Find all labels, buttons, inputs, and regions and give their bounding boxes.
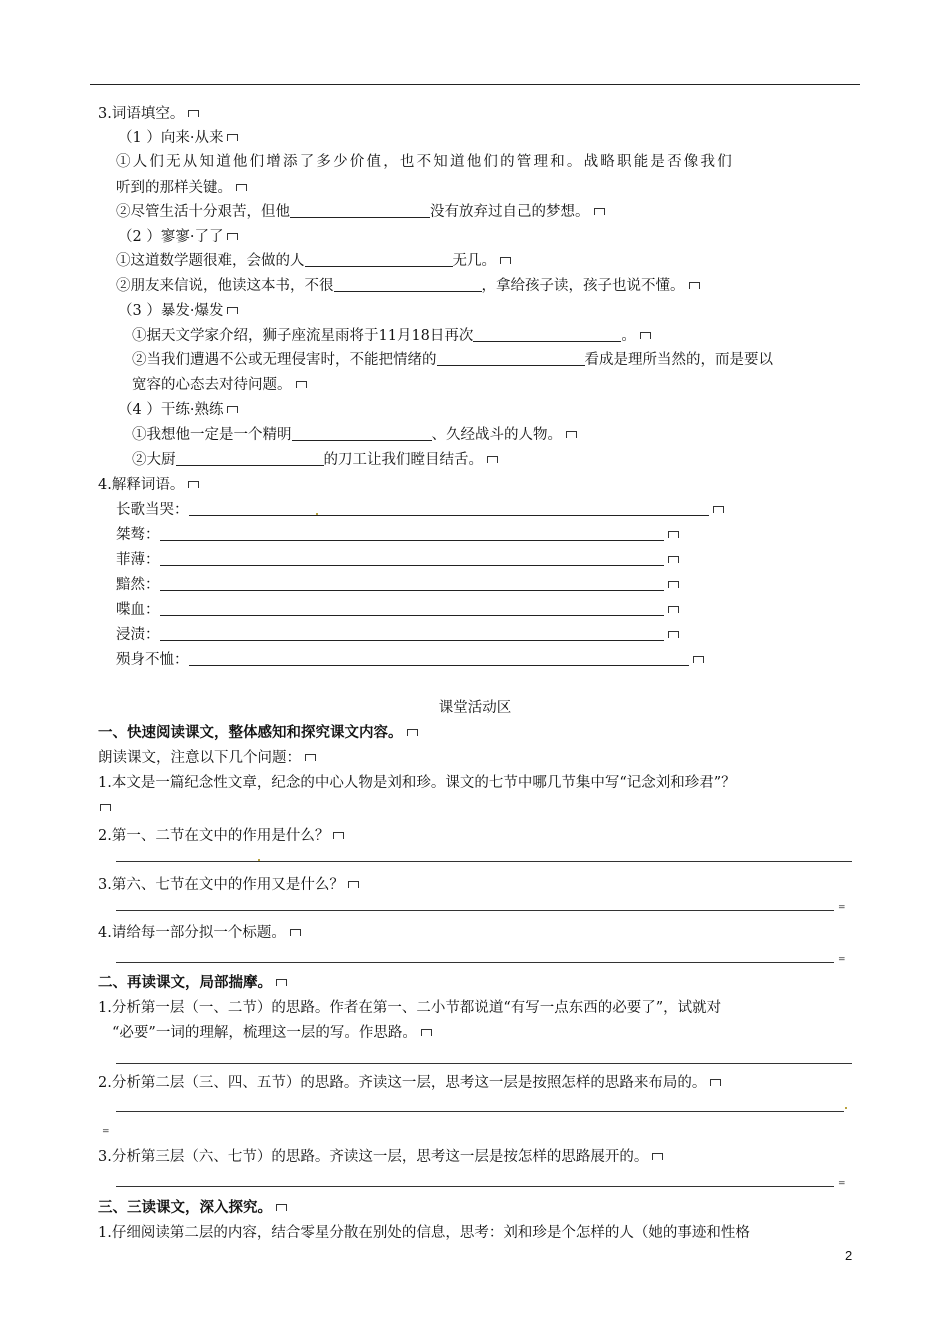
header-rule: [90, 84, 860, 85]
line-end-mark: =: [838, 1179, 846, 1189]
paragraph-mark-icon: [668, 631, 679, 638]
line-end-mark: =: [838, 955, 846, 965]
paragraph-mark-icon: [227, 307, 238, 314]
paragraph-mark-icon: [668, 556, 679, 563]
answer-blank[interactable]: [290, 203, 430, 218]
line-end-mark: =: [102, 1127, 110, 1137]
part1-question-1: 1.本文是一篇纪念性文章，纪念的中心人物是刘和珍。课文的七节中哪几节集中写“记念刘和珍君”？: [98, 775, 736, 791]
stray-dot: [316, 513, 318, 515]
stray-dot: [845, 1107, 847, 1109]
paragraph-mark-icon: [594, 208, 605, 215]
answer-line[interactable]: [116, 962, 834, 963]
paragraph-mark-icon: [236, 184, 247, 191]
paragraph-mark-icon: [689, 282, 700, 289]
q3-group4-sentence2: ②大厨 的刀工让我们瞠目结舌。: [132, 450, 498, 470]
q3-group1-sentence2: ②尽管生活十分艰苦，但他 没有放弃过自己的梦想。: [116, 202, 605, 222]
paragraph-mark-icon: [421, 1029, 432, 1036]
answer-blank[interactable]: [160, 551, 664, 566]
answer-line[interactable]: [116, 1186, 834, 1187]
paragraph-mark-icon: [668, 581, 679, 588]
q4-term: 黯然：: [116, 575, 679, 595]
paragraph-mark-icon: [668, 531, 679, 538]
paragraph-mark-icon: [276, 979, 287, 986]
answer-blank[interactable]: [189, 501, 709, 516]
part1-question-2: 2.第一、二节在文中的作用是什么？: [98, 826, 344, 846]
part2-question-1-cont: “必要”一词的理解，梳理这一层的写。作思路。: [112, 1023, 432, 1043]
q4-term: 长歌当哭：: [116, 500, 724, 520]
answer-blank[interactable]: [305, 252, 453, 267]
answer-blank[interactable]: [160, 576, 664, 591]
q4-term: 桀骜：: [116, 525, 679, 545]
part2-question-3: 3.分析第三层（六、七节）的思路。齐读这一层，思考这一层是按怎样的思路展开的。: [98, 1147, 663, 1167]
answer-line[interactable]: [116, 1111, 844, 1112]
paragraph-mark-icon: [640, 332, 651, 339]
q4-term: 殒身不恤：: [116, 650, 704, 670]
page-number: 2: [845, 1248, 853, 1263]
answer-blank[interactable]: [292, 426, 432, 441]
answer-blank[interactable]: [437, 351, 585, 366]
q3-group1-sentence1: ①人们无从知道他们增添了多少价值，也不知道他们的管理和。战略职能是否像我们: [116, 154, 734, 170]
paragraph-mark-icon: [713, 506, 724, 513]
paragraph-mark-icon: [668, 606, 679, 613]
q3-group3-label: （3 ）暴发·爆发: [118, 301, 238, 321]
q3-group3-sentence2: ②当我们遭遇不公或无理侵害时，不能把情绪的 看成是理所当然的，而是要以: [132, 352, 773, 368]
answer-line[interactable]: [116, 910, 834, 911]
answer-line[interactable]: [116, 1063, 852, 1064]
q3-group3-sentence1: ①据天文学家介绍，狮子座流星雨将于11月18日再次 。: [132, 326, 651, 346]
paragraph-mark-icon: [276, 1204, 287, 1211]
answer-blank[interactable]: [160, 601, 664, 616]
part2-question-1: 1.分析第一层（一、二节）的思路。作者在第一、二小节都说道“有写一点东西的必要了”，试就对: [98, 1000, 722, 1016]
q3-group4-sentence1: ①我想他一定是一个精明 、久经战斗的人物。: [132, 425, 577, 445]
q3-group1-label: （1 ）向来·从来: [118, 128, 238, 148]
part1-question-3: 3.第六、七节在文中的作用又是什么？: [98, 875, 359, 895]
paragraph-mark-icon: [348, 881, 359, 888]
q3-group3-sentence2-cont: 宽容的心态去对待问题。: [132, 375, 307, 395]
line-end-mark: =: [838, 903, 846, 913]
q4-title: 4.解释词语。: [98, 475, 199, 495]
paragraph-mark-icon: [710, 1079, 721, 1086]
part3-heading: 三、三读课文，深入探究。: [98, 1198, 287, 1218]
stray-dot: [258, 859, 260, 861]
answer-blank[interactable]: [473, 327, 621, 342]
part1-intro: 朗读课文，注意以下几个问题：: [98, 748, 316, 768]
paragraph-mark-icon: [227, 134, 238, 141]
section-title: 课堂活动区: [438, 700, 512, 716]
part1-question-1-cont: [98, 798, 111, 818]
q3-group4-label: （4 ）干练·熟练: [118, 400, 238, 420]
part2-heading: 二、再读课文，局部揣摩。: [98, 973, 287, 993]
paragraph-mark-icon: [566, 431, 577, 438]
q4-term: 喋血：: [116, 600, 679, 620]
answer-blank[interactable]: [160, 526, 664, 541]
part1-question-4: 4.请给每一部分拟一个标题。: [98, 923, 301, 943]
answer-blank[interactable]: [176, 451, 324, 466]
paragraph-mark-icon: [296, 381, 307, 388]
paragraph-mark-icon: [693, 656, 704, 663]
paragraph-mark-icon: [652, 1153, 663, 1160]
q3-group1-sentence1-cont: 听到的那样关键。: [116, 178, 247, 198]
paragraph-mark-icon: [333, 832, 344, 839]
answer-blank[interactable]: [189, 651, 689, 666]
q3-group2-sentence2: ②朋友来信说，他读这本书，不很 ，拿给孩子读，孩子也说不懂。: [116, 276, 700, 296]
paragraph-mark-icon: [100, 804, 111, 811]
paragraph-mark-icon: [305, 754, 316, 761]
paragraph-mark-icon: [487, 456, 498, 463]
q4-term: 浸渍：: [116, 625, 679, 645]
part1-heading: 一、快速阅读课文，整体感知和探究课文内容。: [98, 723, 418, 743]
paragraph-mark-icon: [290, 929, 301, 936]
part2-question-2: 2.分析第二层（三、四、五节）的思路。齐读这一层，思考这一层是按照怎样的思路来布局的。: [98, 1073, 721, 1093]
paragraph-mark-icon: [188, 110, 199, 117]
q3-group2-label: （2 ）寥寥·了了: [118, 227, 238, 247]
answer-line[interactable]: [116, 861, 852, 862]
paragraph-mark-icon: [227, 406, 238, 413]
paragraph-mark-icon: [188, 481, 199, 488]
q3-title: 3.词语填空。: [98, 104, 199, 124]
paragraph-mark-icon: [407, 729, 418, 736]
paragraph-mark-icon: [227, 233, 238, 240]
answer-blank[interactable]: [160, 626, 664, 641]
q3-group2-sentence1: ①这道数学题很难，会做的人 无几。: [116, 251, 511, 271]
paragraph-mark-icon: [500, 257, 511, 264]
answer-blank[interactable]: [334, 277, 482, 292]
part3-question-1: 1.仔细阅读第二层的内容，结合零星分散在别处的信息，思考：刘和珍是个怎样的人（她的事迹和性格: [98, 1225, 750, 1241]
q4-term: 菲薄：: [116, 550, 679, 570]
